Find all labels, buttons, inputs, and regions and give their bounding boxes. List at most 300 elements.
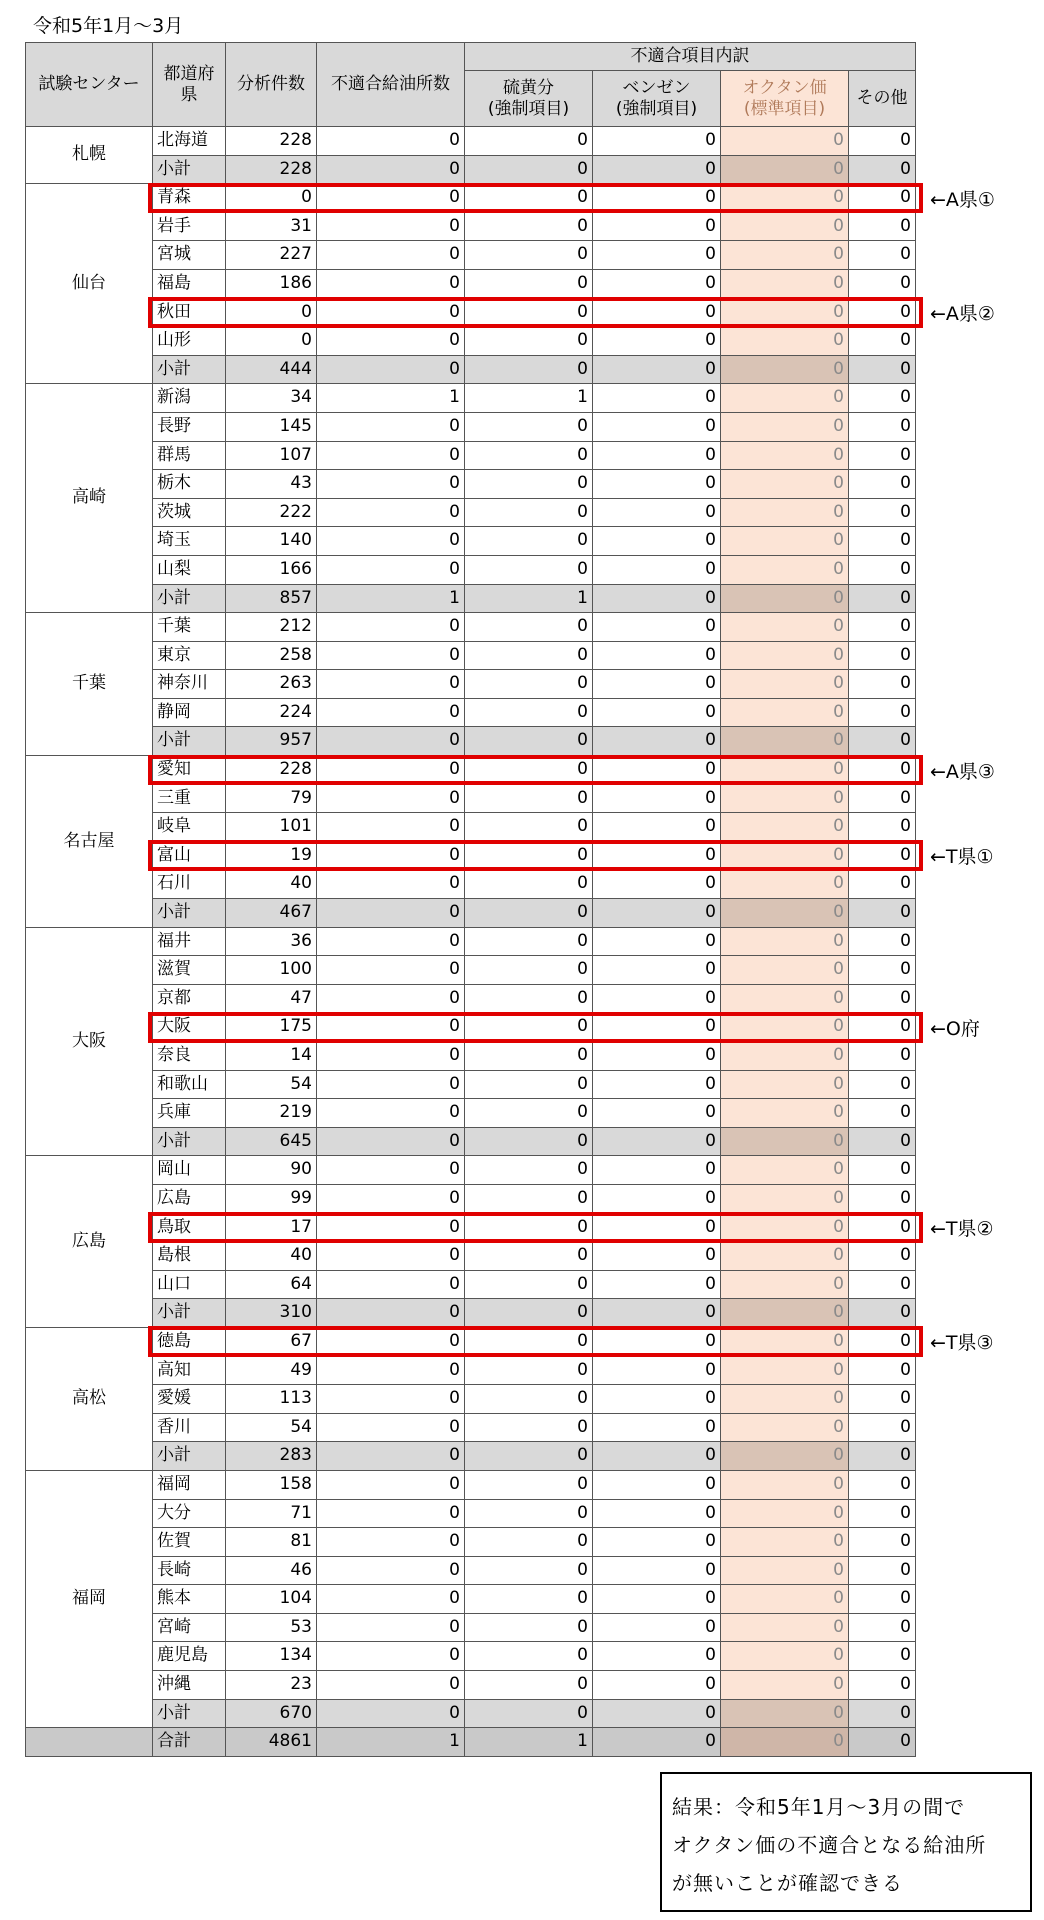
octane-cell: 0	[721, 241, 849, 270]
benzene-cell: 0	[593, 1327, 721, 1356]
octane-cell: 0	[721, 1499, 849, 1528]
octane-cell: 0	[721, 1213, 849, 1242]
sulfur-cell: 0	[465, 555, 593, 584]
count-cell: 71	[226, 1499, 317, 1528]
benzene-cell: 0	[593, 1585, 721, 1614]
octane-cell: 0	[721, 441, 849, 470]
total-other-cell: 0	[849, 1728, 916, 1757]
count-cell: 228	[226, 756, 317, 785]
table-row	[26, 1499, 916, 1528]
prefecture-cell: 鹿児島	[153, 1642, 226, 1671]
count-cell: 81	[226, 1528, 317, 1557]
octane-cell: 0	[721, 1671, 849, 1700]
prefecture-cell: 熊本	[153, 1585, 226, 1614]
other-cell: 0	[849, 756, 916, 785]
other-cell: 0	[849, 1013, 916, 1042]
noncomp-cell: 0	[317, 698, 465, 727]
prefecture-cell: 東京	[153, 641, 226, 670]
period-label: 令和5年1月～3月	[33, 15, 184, 37]
octane-cell: 0	[721, 1127, 849, 1156]
sulfur-cell: 0	[465, 1499, 593, 1528]
sulfur-cell: 0	[465, 756, 593, 785]
table-row	[26, 184, 916, 213]
sulfur-cell: 0	[465, 1013, 593, 1042]
count-cell: 43	[226, 470, 317, 499]
other-cell: 0	[849, 984, 916, 1013]
octane-cell: 0	[721, 1642, 849, 1671]
benzene-cell: 0	[593, 555, 721, 584]
noncomp-cell: 0	[317, 841, 465, 870]
table-row	[26, 1327, 916, 1356]
table-row	[26, 1042, 916, 1071]
octane-cell: 0	[721, 184, 849, 213]
header-other: その他	[849, 71, 916, 127]
prefecture-cell: 宮崎	[153, 1613, 226, 1642]
other-cell: 0	[849, 298, 916, 327]
prefecture-cell: 石川	[153, 870, 226, 899]
result-line: オクタン価の不適合となる給油所	[672, 1833, 987, 1857]
octane-cell: 0	[721, 327, 849, 356]
count-cell: 186	[226, 269, 317, 298]
noncomp-cell: 0	[317, 412, 465, 441]
other-cell: 0	[849, 1070, 916, 1099]
sulfur-cell: 0	[465, 927, 593, 956]
octane-cell: 0	[721, 1242, 849, 1271]
octane-cell: 0	[721, 298, 849, 327]
test-center-cell: 札幌	[26, 127, 153, 184]
header-benzene-label: ベンゼン	[622, 77, 691, 98]
table-row	[26, 927, 916, 956]
noncomp-cell: 0	[317, 212, 465, 241]
table-row	[26, 841, 916, 870]
sulfur-cell: 0	[465, 813, 593, 842]
other-cell: 0	[849, 1242, 916, 1271]
total-noncomp-cell: 1	[317, 1728, 465, 1757]
benzene-cell: 0	[593, 1127, 721, 1156]
table-row	[26, 1184, 916, 1213]
benzene-cell: 0	[593, 1385, 721, 1414]
prefecture-cell: 千葉	[153, 613, 226, 642]
other-cell: 0	[849, 641, 916, 670]
count-cell: 23	[226, 1671, 317, 1700]
sulfur-cell: 0	[465, 498, 593, 527]
other-cell: 0	[849, 327, 916, 356]
other-cell: 0	[849, 1184, 916, 1213]
table-row	[26, 1013, 916, 1042]
prefecture-cell: 徳島	[153, 1327, 226, 1356]
noncomp-cell: 0	[317, 813, 465, 842]
prefecture-cell: 北海道	[153, 127, 226, 156]
inspection-results-table	[25, 42, 916, 1757]
table-row	[26, 1156, 916, 1185]
prefecture-cell: 神奈川	[153, 670, 226, 699]
table-row	[26, 412, 916, 441]
sulfur-cell: 0	[465, 1413, 593, 1442]
noncomp-cell: 0	[317, 1613, 465, 1642]
benzene-cell: 0	[593, 756, 721, 785]
sulfur-cell: 0	[465, 241, 593, 270]
table-row	[26, 527, 916, 556]
sulfur-cell: 0	[465, 1270, 593, 1299]
octane-cell: 0	[721, 870, 849, 899]
benzene-cell: 0	[593, 727, 721, 756]
count-cell: 53	[226, 1613, 317, 1642]
table-row	[26, 1356, 916, 1385]
subtotal-row	[26, 899, 916, 928]
prefecture-annotation: ←T県③	[930, 1332, 994, 1355]
count-cell: 67	[226, 1327, 317, 1356]
octane-cell: 0	[721, 1184, 849, 1213]
sulfur-cell: 0	[465, 899, 593, 928]
count-cell: 134	[226, 1642, 317, 1671]
prefecture-cell: 小計	[153, 155, 226, 184]
benzene-cell: 0	[593, 470, 721, 499]
other-cell: 0	[849, 1642, 916, 1671]
sulfur-cell: 0	[465, 269, 593, 298]
count-cell: 0	[226, 184, 317, 213]
octane-cell: 0	[721, 584, 849, 613]
noncomp-cell: 0	[317, 1528, 465, 1557]
prefecture-cell: 愛知	[153, 756, 226, 785]
other-cell: 0	[849, 1442, 916, 1471]
other-cell: 0	[849, 841, 916, 870]
subtotal-row	[26, 1699, 916, 1728]
prefecture-cell: 広島	[153, 1184, 226, 1213]
noncomp-cell: 0	[317, 613, 465, 642]
noncomp-cell: 0	[317, 355, 465, 384]
noncomp-cell: 0	[317, 327, 465, 356]
benzene-cell: 0	[593, 1413, 721, 1442]
table-row	[26, 670, 916, 699]
other-cell: 0	[849, 241, 916, 270]
benzene-cell: 0	[593, 1042, 721, 1071]
other-cell: 0	[849, 498, 916, 527]
octane-cell: 0	[721, 355, 849, 384]
benzene-cell: 0	[593, 613, 721, 642]
benzene-cell: 0	[593, 1270, 721, 1299]
other-cell: 0	[849, 1156, 916, 1185]
sulfur-cell: 1	[465, 584, 593, 613]
octane-cell: 0	[721, 1385, 849, 1414]
benzene-cell: 0	[593, 984, 721, 1013]
table-row	[26, 1613, 916, 1642]
prefecture-cell: 岐阜	[153, 813, 226, 842]
benzene-cell: 0	[593, 1013, 721, 1042]
prefecture-cell: 高知	[153, 1356, 226, 1385]
octane-cell: 0	[721, 1556, 849, 1585]
sulfur-cell: 1	[465, 384, 593, 413]
noncomp-cell: 0	[317, 184, 465, 213]
sulfur-cell: 0	[465, 1070, 593, 1099]
benzene-cell: 0	[593, 1671, 721, 1700]
octane-cell: 0	[721, 1699, 849, 1728]
sulfur-cell: 0	[465, 184, 593, 213]
octane-cell: 0	[721, 412, 849, 441]
noncomp-cell: 0	[317, 241, 465, 270]
noncomp-cell: 0	[317, 1070, 465, 1099]
other-cell: 0	[849, 727, 916, 756]
other-cell: 0	[849, 527, 916, 556]
header-sulfur	[465, 71, 593, 127]
sulfur-cell: 0	[465, 1470, 593, 1499]
table-row	[26, 1470, 916, 1499]
noncomp-cell: 0	[317, 1270, 465, 1299]
header-sulfur-label: 硫黄分	[503, 77, 554, 98]
noncomp-cell: 0	[317, 727, 465, 756]
prefecture-cell: 長崎	[153, 1556, 226, 1585]
count-cell: 31	[226, 212, 317, 241]
sulfur-cell: 0	[465, 1585, 593, 1614]
octane-cell: 0	[721, 1013, 849, 1042]
other-cell: 0	[849, 155, 916, 184]
count-cell: 175	[226, 1013, 317, 1042]
benzene-cell: 0	[593, 870, 721, 899]
table-row	[26, 241, 916, 270]
prefecture-cell: 小計	[153, 584, 226, 613]
other-cell: 0	[849, 813, 916, 842]
prefecture-cell: 岩手	[153, 212, 226, 241]
count-cell: 47	[226, 984, 317, 1013]
count-cell: 228	[226, 127, 317, 156]
benzene-cell: 0	[593, 1242, 721, 1271]
test-center-cell: 高崎	[26, 384, 153, 613]
header-noncompliant-stations: 不適合給油所数	[317, 43, 465, 127]
total-sulfur-cell: 1	[465, 1728, 593, 1757]
result-line: が無いことが確認できる	[672, 1871, 903, 1895]
benzene-cell: 0	[593, 1699, 721, 1728]
prefecture-cell: 小計	[153, 727, 226, 756]
sulfur-cell: 0	[465, 1242, 593, 1271]
result-box	[660, 1772, 1032, 1912]
prefecture-cell: 静岡	[153, 698, 226, 727]
other-cell: 0	[849, 1556, 916, 1585]
noncomp-cell: 0	[317, 927, 465, 956]
other-cell: 0	[849, 412, 916, 441]
header-octane-note: (標準項目)	[743, 98, 826, 119]
sulfur-cell: 0	[465, 355, 593, 384]
prefecture-cell: 福島	[153, 269, 226, 298]
other-cell: 0	[849, 784, 916, 813]
octane-cell: 0	[721, 1413, 849, 1442]
table-row	[26, 984, 916, 1013]
table-row	[26, 813, 916, 842]
sulfur-cell: 0	[465, 1613, 593, 1642]
prefecture-cell: 小計	[153, 1127, 226, 1156]
benzene-cell: 0	[593, 384, 721, 413]
noncomp-cell: 0	[317, 127, 465, 156]
octane-cell: 0	[721, 927, 849, 956]
table-row	[26, 127, 916, 156]
count-cell: 645	[226, 1127, 317, 1156]
noncomp-cell: 0	[317, 956, 465, 985]
count-cell: 227	[226, 241, 317, 270]
count-cell: 100	[226, 956, 317, 985]
sulfur-cell: 0	[465, 1528, 593, 1557]
other-cell: 0	[849, 1356, 916, 1385]
octane-cell: 0	[721, 899, 849, 928]
prefecture-cell: 大阪	[153, 1013, 226, 1042]
noncomp-cell: 0	[317, 1413, 465, 1442]
noncomp-cell: 0	[317, 1327, 465, 1356]
prefecture-cell: 茨城	[153, 498, 226, 527]
other-cell: 0	[849, 470, 916, 499]
count-cell: 219	[226, 1099, 317, 1128]
sulfur-cell: 0	[465, 727, 593, 756]
prefecture-cell: 群馬	[153, 441, 226, 470]
octane-cell: 0	[721, 641, 849, 670]
count-cell: 79	[226, 784, 317, 813]
benzene-cell: 0	[593, 584, 721, 613]
table-row	[26, 1642, 916, 1671]
other-cell: 0	[849, 1327, 916, 1356]
table-row	[26, 756, 916, 785]
table-row	[26, 1099, 916, 1128]
prefecture-cell: 新潟	[153, 384, 226, 413]
other-cell: 0	[849, 1127, 916, 1156]
header-benzene	[593, 71, 721, 127]
prefecture-cell: 小計	[153, 1699, 226, 1728]
sulfur-cell: 0	[465, 1213, 593, 1242]
subtotal-row	[26, 155, 916, 184]
octane-cell: 0	[721, 127, 849, 156]
count-cell: 36	[226, 927, 317, 956]
noncomp-cell: 0	[317, 641, 465, 670]
sulfur-cell: 0	[465, 298, 593, 327]
test-center-cell: 福岡	[26, 1470, 153, 1727]
other-cell: 0	[849, 127, 916, 156]
benzene-cell: 0	[593, 698, 721, 727]
benzene-cell: 0	[593, 355, 721, 384]
noncomp-cell: 0	[317, 1042, 465, 1071]
prefecture-cell: 京都	[153, 984, 226, 1013]
count-cell: 228	[226, 155, 317, 184]
octane-cell: 0	[721, 1042, 849, 1071]
benzene-cell: 0	[593, 155, 721, 184]
noncomp-cell: 0	[317, 298, 465, 327]
count-cell: 0	[226, 327, 317, 356]
count-cell: 166	[226, 555, 317, 584]
prefecture-cell: 山梨	[153, 555, 226, 584]
benzene-cell: 0	[593, 1099, 721, 1128]
noncomp-cell: 0	[317, 784, 465, 813]
prefecture-cell: 栃木	[153, 470, 226, 499]
other-cell: 0	[849, 555, 916, 584]
table-row	[26, 613, 916, 642]
subtotal-row	[26, 355, 916, 384]
other-cell: 0	[849, 1499, 916, 1528]
sulfur-cell: 0	[465, 1042, 593, 1071]
octane-cell: 0	[721, 1156, 849, 1185]
header-benzene-note: (強制項目)	[615, 98, 698, 119]
result-line: 結果：令和5年1月～3月の間で	[672, 1795, 966, 1819]
sulfur-cell: 0	[465, 470, 593, 499]
count-cell: 263	[226, 670, 317, 699]
benzene-cell: 0	[593, 784, 721, 813]
benzene-cell: 0	[593, 1356, 721, 1385]
noncomp-cell: 0	[317, 756, 465, 785]
benzene-cell: 0	[593, 1528, 721, 1557]
other-cell: 0	[849, 1099, 916, 1128]
octane-cell: 0	[721, 1327, 849, 1356]
octane-cell: 0	[721, 756, 849, 785]
benzene-cell: 0	[593, 498, 721, 527]
benzene-cell: 0	[593, 1613, 721, 1642]
benzene-cell: 0	[593, 1156, 721, 1185]
sulfur-cell: 0	[465, 641, 593, 670]
noncomp-cell: 0	[317, 155, 465, 184]
other-cell: 0	[849, 927, 916, 956]
count-cell: 49	[226, 1356, 317, 1385]
noncomp-cell: 0	[317, 470, 465, 499]
noncomp-cell: 0	[317, 984, 465, 1013]
prefecture-annotation: ←T県②	[930, 1218, 994, 1241]
prefecture-cell: 三重	[153, 784, 226, 813]
table-row	[26, 555, 916, 584]
table-row	[26, 1413, 916, 1442]
noncomp-cell: 0	[317, 1299, 465, 1328]
sulfur-cell: 0	[465, 841, 593, 870]
table-row	[26, 269, 916, 298]
count-cell: 0	[226, 298, 317, 327]
benzene-cell: 0	[593, 1642, 721, 1671]
prefecture-cell: 島根	[153, 1242, 226, 1271]
sulfur-cell: 0	[465, 1127, 593, 1156]
other-cell: 0	[849, 1585, 916, 1614]
prefecture-cell: 佐賀	[153, 1528, 226, 1557]
count-cell: 222	[226, 498, 317, 527]
total-label-cell: 合計	[153, 1728, 226, 1757]
other-cell: 0	[849, 698, 916, 727]
octane-cell: 0	[721, 527, 849, 556]
other-cell: 0	[849, 1270, 916, 1299]
sulfur-cell: 0	[465, 1156, 593, 1185]
benzene-cell: 0	[593, 670, 721, 699]
benzene-cell: 0	[593, 441, 721, 470]
other-cell: 0	[849, 1528, 916, 1557]
prefecture-cell: 滋賀	[153, 956, 226, 985]
table-body	[26, 127, 916, 1757]
other-cell: 0	[849, 1385, 916, 1414]
noncomp-cell: 1	[317, 384, 465, 413]
other-cell: 0	[849, 384, 916, 413]
noncomp-cell: 0	[317, 269, 465, 298]
octane-cell: 0	[721, 613, 849, 642]
table-row	[26, 784, 916, 813]
sulfur-cell: 0	[465, 670, 593, 699]
test-center-cell: 大阪	[26, 927, 153, 1156]
octane-cell: 0	[721, 1070, 849, 1099]
benzene-cell: 0	[593, 241, 721, 270]
prefecture-cell: 富山	[153, 841, 226, 870]
benzene-cell: 0	[593, 1299, 721, 1328]
table-row	[26, 327, 916, 356]
table-row	[26, 1213, 916, 1242]
prefecture-cell: 山形	[153, 327, 226, 356]
octane-cell: 0	[721, 212, 849, 241]
count-cell: 158	[226, 1470, 317, 1499]
table-row	[26, 498, 916, 527]
table-row	[26, 298, 916, 327]
sulfur-cell: 0	[465, 212, 593, 241]
benzene-cell: 0	[593, 184, 721, 213]
noncomp-cell: 0	[317, 1442, 465, 1471]
benzene-cell: 0	[593, 1184, 721, 1213]
other-cell: 0	[849, 670, 916, 699]
octane-cell: 0	[721, 1442, 849, 1471]
octane-cell: 0	[721, 1270, 849, 1299]
sulfur-cell: 0	[465, 1671, 593, 1700]
noncomp-cell: 0	[317, 1356, 465, 1385]
